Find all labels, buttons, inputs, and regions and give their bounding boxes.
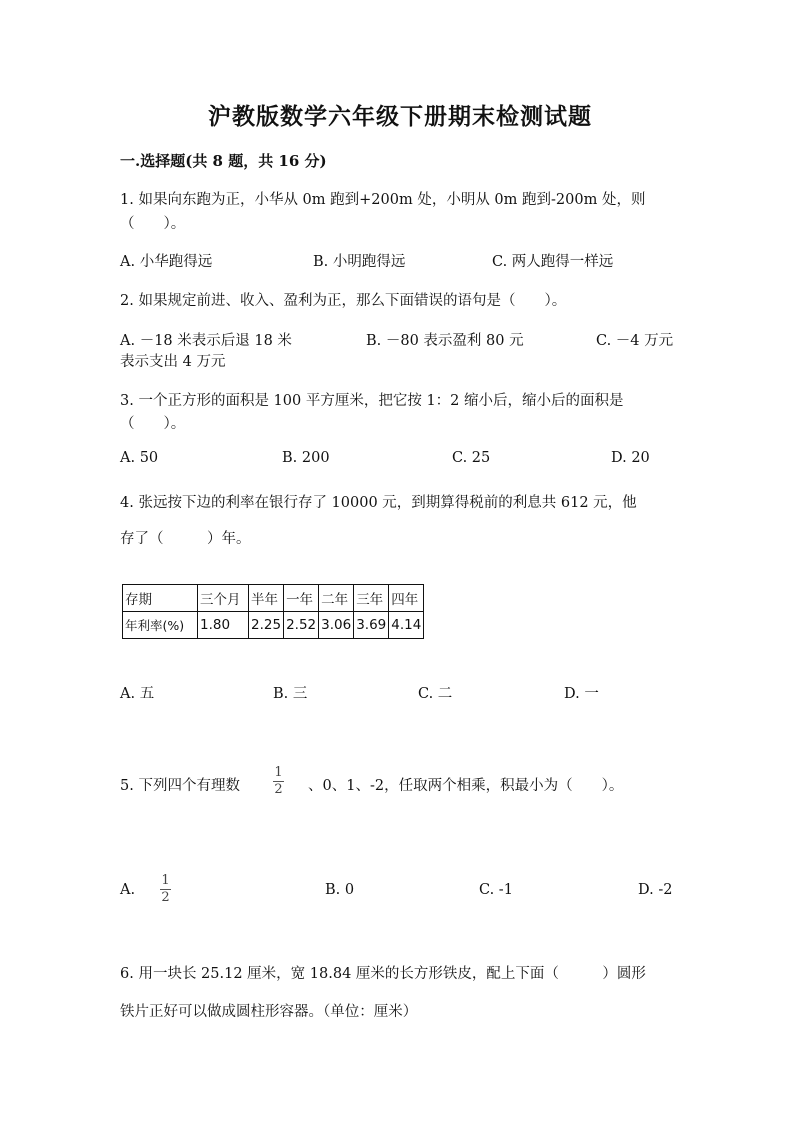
fraction-denominator: 2 xyxy=(274,782,283,797)
fraction-denominator: 2 xyxy=(161,890,170,905)
question-1-option-c: C. 两人跑得一样远 xyxy=(492,254,614,270)
question-2-option-a: A. －18 米表示后退 18 米 xyxy=(120,333,292,349)
question-1-option-a: A. 小华跑得远 xyxy=(120,254,213,270)
table-cell: 4.14 xyxy=(389,612,424,639)
interest-rate-table xyxy=(122,584,424,639)
question-2-text: 2. 如果规定前进、收入、盈利为正，那么下面错误的语句是（ ）。 xyxy=(120,293,567,309)
table-cell: 2.25 xyxy=(249,612,284,639)
fraction-numerator: 1 xyxy=(161,873,170,888)
question-4-option-b: B. 三 xyxy=(273,686,308,702)
question-3-blank: （ ）。 xyxy=(120,416,186,432)
table-cell: 一年 xyxy=(284,585,319,612)
question-4-option-c: C. 二 xyxy=(418,686,453,702)
question-4-option-d: D. 一 xyxy=(564,686,599,702)
question-5-option-c: C. -1 xyxy=(479,882,513,898)
question-1-text: 1. 如果向东跑为正，小华从 0m 跑到+200m 处，小明从 0m 跑到-200m 处，则 xyxy=(120,192,646,208)
table-row xyxy=(123,612,424,639)
section-heading: 一.选择题(共 8 题，共 16 分) xyxy=(120,152,327,170)
question-5-option-d: D. -2 xyxy=(638,882,673,898)
table-cell: 四年 xyxy=(389,585,424,612)
table-cell: 1.80 xyxy=(198,612,249,639)
table-cell: 三个月 xyxy=(198,585,249,612)
table-cell: 3.69 xyxy=(354,612,389,639)
question-3-option-d: D. 20 xyxy=(611,450,650,466)
table-cell: 存期 xyxy=(123,585,198,612)
question-6-text-continued: 铁片正好可以做成圆柱形容器。（单位：厘米） xyxy=(120,1004,418,1020)
question-3-text: 3. 一个正方形的面积是 100 平方厘米，把它按 1：2 缩小后，缩小后的面积是 xyxy=(120,393,624,409)
fraction-one-half xyxy=(160,874,171,905)
question-3-option-a: A. 50 xyxy=(120,450,159,466)
table-cell: 3.06 xyxy=(319,612,354,639)
table-cell: 年利率(%) xyxy=(123,612,198,639)
question-2-option-c-continued: 表示支出 4 万元 xyxy=(120,354,226,370)
question-4-text: 4. 张远按下边的利率在银行存了 10000 元，到期算得税前的利息共 612 元，他 xyxy=(120,495,637,511)
table-cell: 三年 xyxy=(354,585,389,612)
question-4-blank: 存了（ ）年。 xyxy=(120,531,251,547)
question-2-option-b: B. －80 表示盈利 80 元 xyxy=(366,333,524,349)
table-cell: 2.52 xyxy=(284,612,319,639)
question-6-text: 6. 用一块长 25.12 厘米，宽 18.84 厘米的长方形铁皮，配上下面（ ）圆形 xyxy=(120,966,646,982)
question-3-option-b: B. 200 xyxy=(282,450,330,466)
question-3-option-c: C. 25 xyxy=(452,450,491,466)
question-1-option-b: B. 小明跑得远 xyxy=(313,254,406,270)
page-title: 沪教版数学六年级下册期末检测试题 xyxy=(208,103,592,130)
fraction-one-half xyxy=(273,766,284,797)
table-cell: 二年 xyxy=(319,585,354,612)
question-5-option-a-label: A. xyxy=(120,882,136,898)
fraction-numerator: 1 xyxy=(274,765,283,780)
question-5-option-b: B. 0 xyxy=(325,882,355,898)
question-2-option-c: C. －4 万元 xyxy=(596,333,674,349)
table-header-row xyxy=(123,585,424,612)
question-5-prefix: 5. 下列四个有理数 xyxy=(120,778,240,794)
question-5-suffix: 、0、1、-2，任取两个相乘，积最小为（ ）。 xyxy=(308,778,624,794)
question-1-blank: （ ）。 xyxy=(120,216,186,232)
table-cell: 半年 xyxy=(249,585,284,612)
question-4-option-a: A. 五 xyxy=(120,686,155,702)
